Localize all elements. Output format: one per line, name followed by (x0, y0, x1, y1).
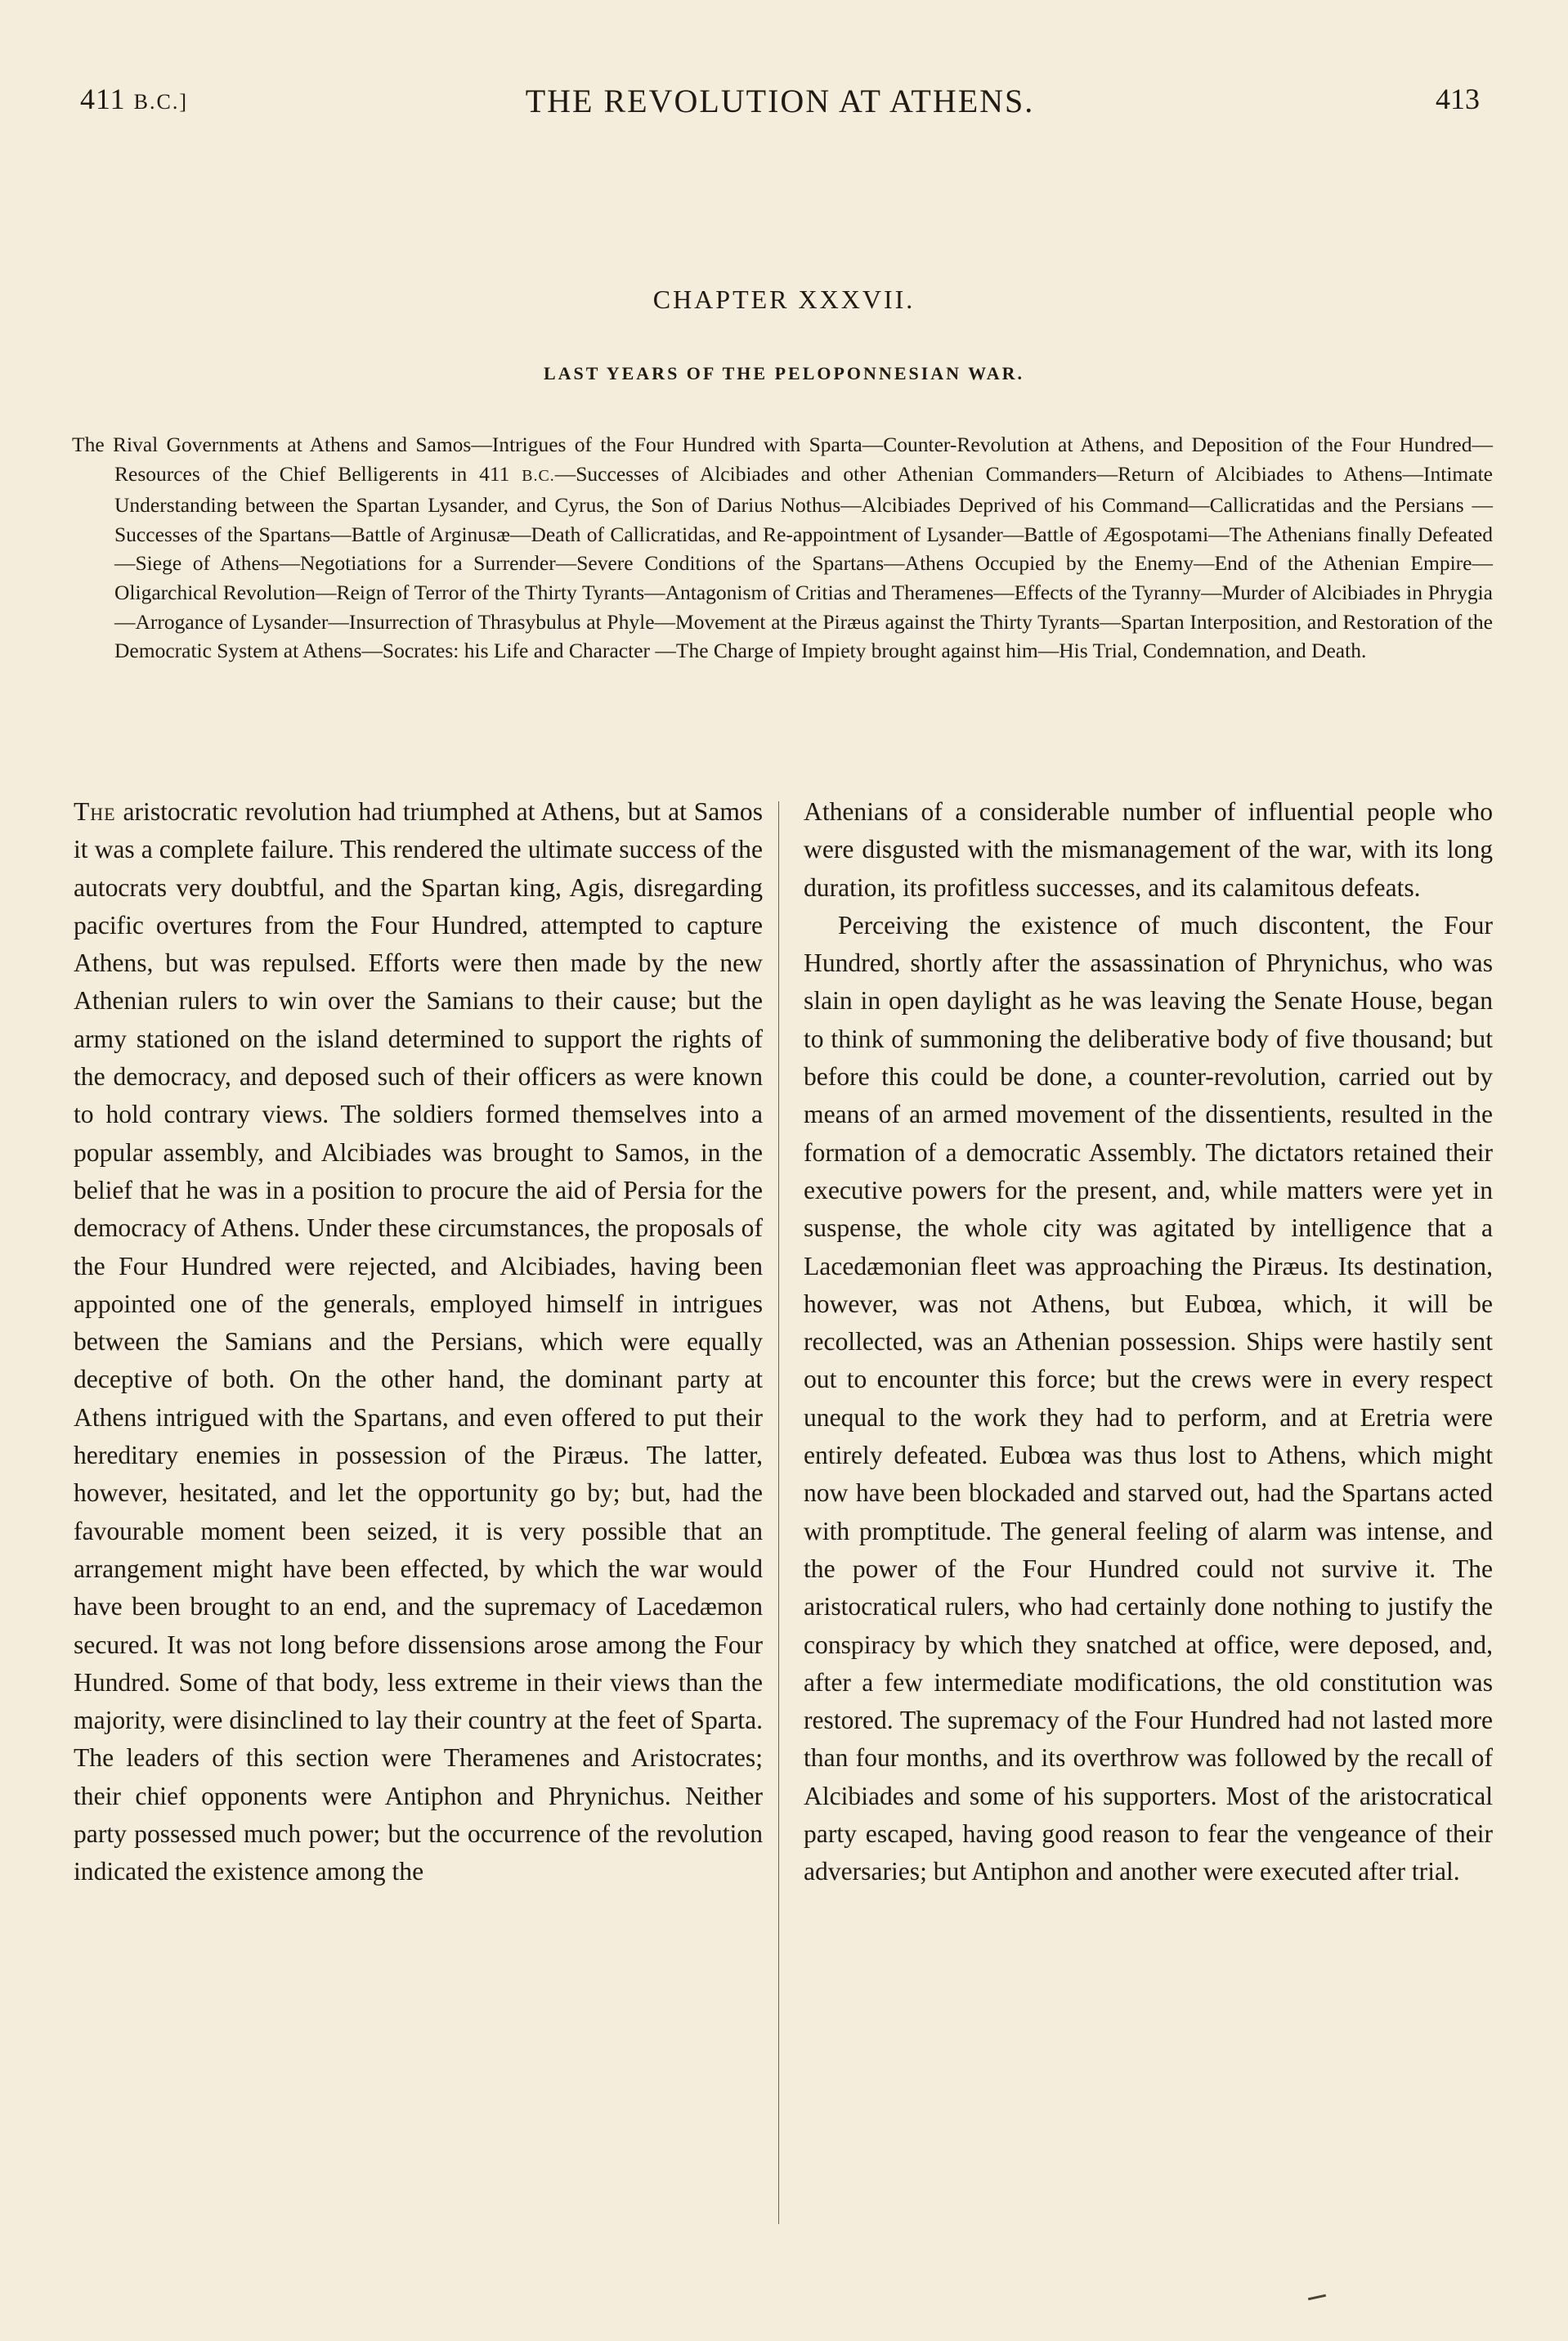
synopsis-part-2: —Successes of Alcibiades and other Athenian Commanders—Return of Alcibiades to Athens—Intimate Understanding between the Spartan Lysander, and Cyrus, the Son of Darius Nothus—Alcibiades Deprived of his Command—Callicratidas and the Persians —Successes of the Spartans—Battle of Arginusæ—Death of Callicratidas, and Re-appointment of Lysander—Battle of Ægospotami—The Athenians finally Defeated—Siege of Athens—Negotiations for a Surrender—Severe Conditions of the Spartans—Athens Occupied by the Enemy—End of the Athenian Empire—Oligarchical Revolution—Reign of Terror of the Thirty Tyrants—Antagonism of Critias and Theramenes—Effects of the Tyranny—Murder of Alcibiades in Phrygia—Arrogance of Lysander—Insurrection of Thrasybulus at Phyle—Movement at the Piræus against the Thirty Tyrants—Spartan Interposition, and Restoration of the Democratic System at Athens—Socrates: his Life and Character —The Charge of Impiety brought against him—His Trial, Condemnation, and Death. (114, 461, 1493, 663)
left-column (74, 793, 763, 1891)
printer-mark (1308, 2294, 1326, 2301)
page-number: 413 (1436, 83, 1480, 115)
opening-word: The (74, 797, 116, 826)
right-column (804, 793, 1493, 1891)
right-paragraph-2: Perceiving the existence of much discontent, the Four Hundred, shortly after the assassination of Phrynichus, who was slain in open daylight as he was leaving the Senate House, began to think of summoning the deliberative body of five thousand; but before this could be done, a counter-revolution, carried out by means of an armed movement of the dissentients, resulted in the formation of a democratic Assembly. The dictators retained their executive powers for the present, and, while matters were yet in suspense, the whole city was agitated by intelligence that a Lacedæmonian fleet was approaching the Piræus. Its destination, however, was not Athens, but Eubœa, which, it will be recollected, was an Athenian possession. Ships were hastily sent out to encounter this force; but the crews were in every respect unequal to the work they had to perform, and at Eretria were entirely defeated. Eubœa was thus lost to Athens, which might now have been blockaded and starved out, had the Spartans acted with promptitude. The general feeling of alarm was intense, and the power of the Four Hundred could not survive it. The aristocratical rulers, who had certainly done nothing to justify the conspiracy by which they snatched at office, were deposed, and, after a few intermediate modifications, the old constitution was restored. The supremacy of the Four Hundred had not lasted more than four months, and its overthrow was followed by the recall of Alcibiades and some of his supporters. Most of the aristocratical party escaped, having good reason to fear the vengeance of their adversaries; but Antiphon and another were executed after trial. (804, 910, 1493, 1886)
left-paragraph (74, 793, 763, 1891)
running-head-era: B.C.] (133, 90, 189, 114)
left-paragraph-text: aristocratic revolution had triumphed at Athens, but at Samos it was a complete failure. This rendered the ultimate success of the autocrats very doubtful, and the Spartan king, Agis, disregarding pacific overtures from the Four Hundred, attempted to capture Athens, but was repulsed. Efforts were then made by the new Athenian rulers to win over the Samians to their cause; but the army stationed on the island determined to support the rights of the democracy, and deposed such of their officers as were known to hold contrary views. The soldiers formed themselves into a popular assembly, and Alcibiades was brought to Samos, in the belief that he was in a position to procure the aid of Persia for the democracy of Athens. Under these circumstances, the proposals of the Four Hundred were rejected, and Alcibiades, having been appointed one of the generals, employed himself in intrigues between the Samians and the Persians, which were equally deceptive of both. On the other hand, the dominant party at Athens intrigued with the Spartans, and even offered to put their hereditary enemies in possession of the Piræus. The latter, however, hesitated, and let the opportunity go by; but, had the favourable moment been seized, it is very possible that an arrangement might have been effected, by which the war would have been brought to an end, and the supremacy of Lacedæmon secured. It was not long before dissensions arose among the Four Hundred. Some of that body, less extreme in their views than the majority, were disinclined to lay their country at the feet of Sparta. The leaders of this section were Theramenes and Aristocrates; their chief opponents were Antiphon and Phrynichus. Neither party possessed much power; but the occurrence of the revolution indicated the existence among the (74, 797, 763, 1886)
running-head-year: 411 (80, 83, 126, 115)
right-paragraph-1: Athenians of a considerable number of influential people who were disgusted with the mismanagement of the war, with its long duration, its profitless successes, and its calamitous defeats. (804, 797, 1493, 902)
synopsis-part-1: The Rival Governments at Athens and Samos—Intrigues of the Four Hundred with Sparta—Counter-Revolution at Athens, and Deposition of the Four Hundred—Resources of the Chief Belligerents in 411 (72, 433, 1493, 486)
chapter-number: CHAPTER XXXVII. (652, 285, 916, 314)
running-head-title: THE REVOLUTION AT ATHENS. (525, 83, 1035, 119)
chapter-title: LAST YEARS OF THE PELOPONNESIAN WAR. (543, 363, 1025, 383)
column-divider (778, 801, 779, 2224)
running-head (80, 82, 1480, 131)
synopsis-era: B.C. (522, 466, 555, 485)
synopsis-paragraph (72, 430, 1493, 666)
chapter-synopsis (72, 430, 1493, 666)
